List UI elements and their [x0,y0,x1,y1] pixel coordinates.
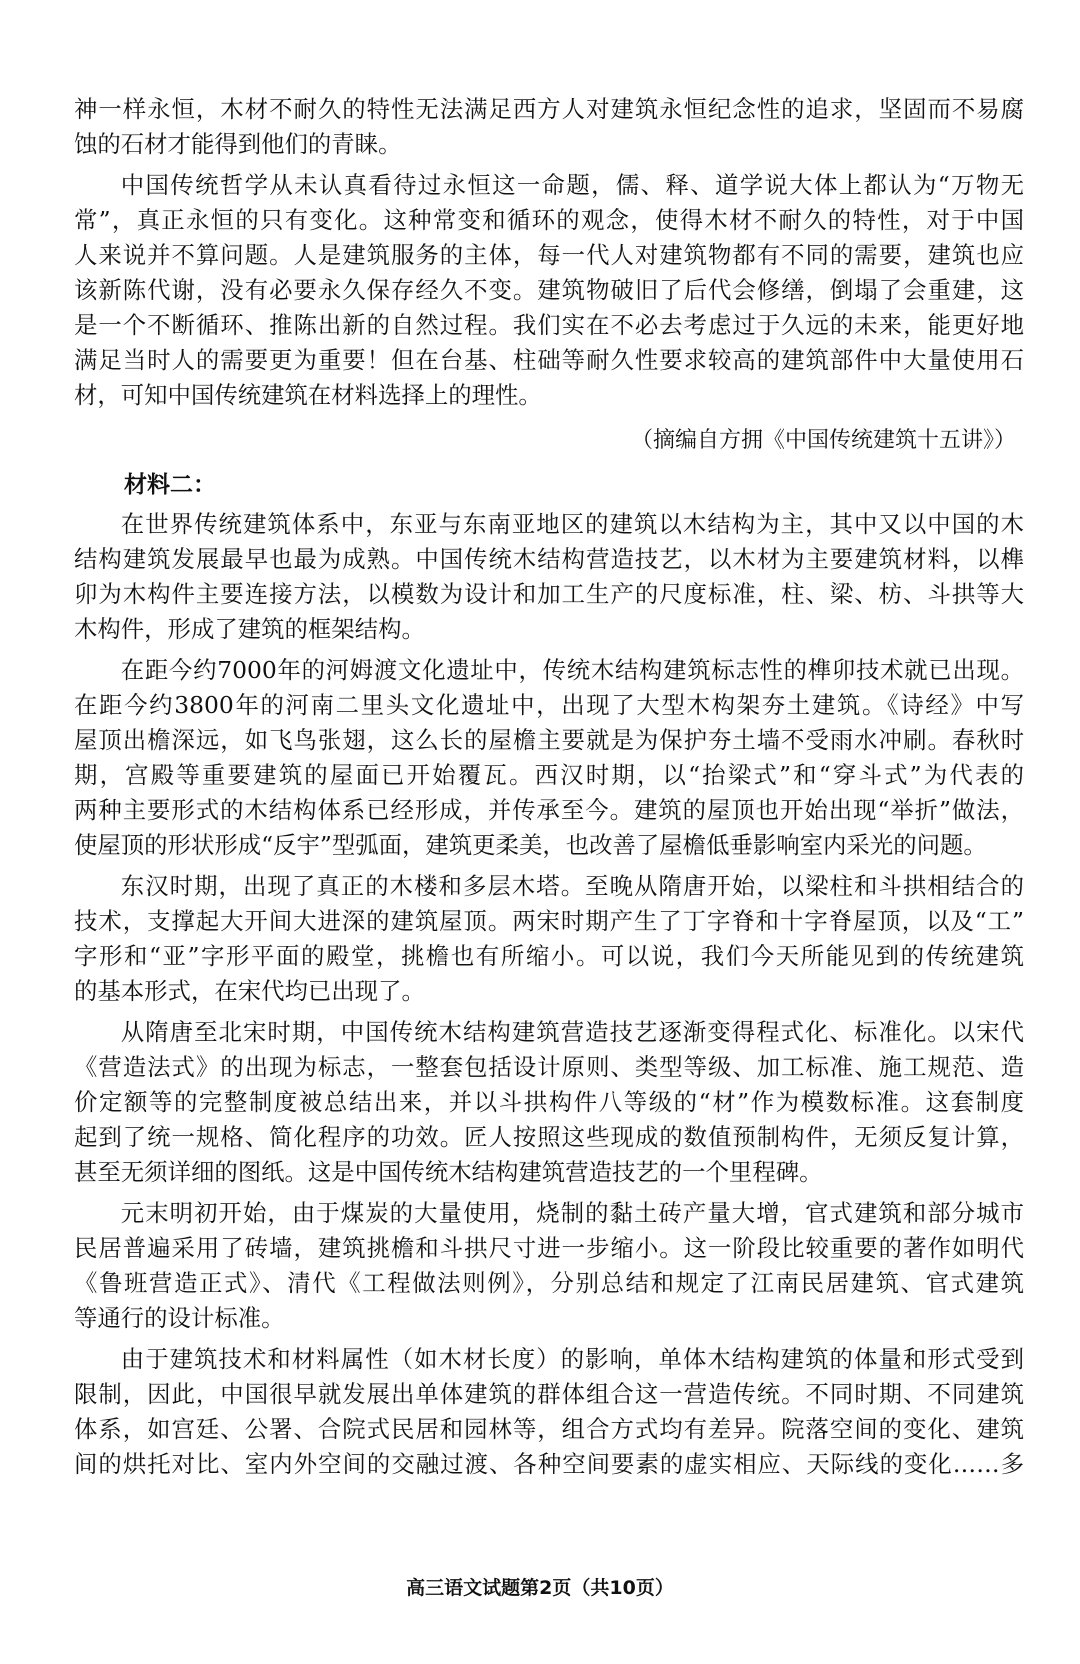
material-one-text [74,92,1024,413]
text-line: 结构建筑发展最早也最为成熟。中国传统木结构营造技艺，以木材为主要建筑材料，以榫 [74,545,1024,573]
text-line: 起到了统一规格、简化程序的功效。匠人按照这些现成的数值预制构件，无须反复计算， [74,1123,1024,1151]
text-line: 的基本形式，在宋代均已出现了。 [74,977,425,1005]
text-line: 元末明初开始，由于煤炭的大量使用，烧制的黏土砖产量大增，官式建筑和部分城市 [120,1199,1024,1227]
text-line: 满足当时人的需要更为重要！但在台基、柱础等耐久性要求较高的建筑部件中大量使用石 [74,346,1024,374]
text-line: 技术，支撑起大开间大进深的建筑屋顶。两宋时期产生了丁字脊和十字脊屋顶，以及“工” [74,907,1024,935]
text-line: 期，宫殿等重要建筑的屋面已开始覆瓦。西汉时期，以“抬梁式”和“穿斗式”为代表的 [74,761,1024,789]
paragraph [74,1196,1024,1336]
text-line: 常”，真正永恒的只有变化。这种常变和循环的观念，使得木材不耐久的特性，对于中国 [74,206,1024,234]
text-line: 神一样永恒，木材不耐久的特性无法满足西方人对建筑永恒纪念性的追求，坚固而不易腐 [74,95,1024,123]
paragraph [74,653,1024,863]
text-line: 该新陈代谢，没有必要永久保存经久不变。建筑物破旧了后代会修缮，倒塌了会重建，这 [74,276,1024,304]
text-line: 在世界传统建筑体系中，东亚与东南亚地区的建筑以木结构为主，其中又以中国的木 [120,510,1024,538]
paragraph [74,1015,1024,1190]
text-line: 在距今约3800年的河南二里头文化遗址中，出现了大型木构架夯土建筑。《诗经》中写 [74,691,1024,719]
text-line: 是一个不断循环、推陈出新的自然过程。我们实在不必去考虑过于久远的未来，能更好地 [74,311,1024,339]
text-line: 木构件，形成了建筑的框架结构。 [74,615,425,643]
paragraph [74,507,1024,647]
text-line: 材，可知中国传统建筑在材料选择上的理性。 [74,381,542,409]
material-two-heading: 材料二： [124,472,216,498]
text-line: 使屋顶的形状形成“反宇”型弧面，建筑更柔美，也改善了屋檐低垂影响室内采光的问题。 [74,831,987,859]
paragraph [74,869,1024,1009]
text-line: 从隋唐至北宋时期，中国传统木结构建筑营造技艺逐渐变得程式化、标准化。以宋代 [120,1018,1024,1046]
paragraph [74,92,1024,162]
text-line: 等通行的设计标准。 [74,1304,285,1332]
text-line: 体系，如宫廷、公署、合院式民居和园林等，组合方式均有差异。院落空间的变化、建筑 [74,1415,1024,1443]
text-line: 屋顶出檐深远，如飞鸟张翅，这么长的屋檐主要就是为保护夯土墙不受雨水冲刷。春秋时 [74,726,1024,754]
text-line: 价定额等的完整制度被总结出来，并以斗拱构件八等级的“材”作为模数标准。这套制度 [74,1088,1024,1116]
text-line: 两种主要形式的木结构体系已经形成，并传承至今。建筑的屋顶也开始出现“举折”做法， [74,796,1024,824]
text-line: 蚀的石材才能得到他们的青睐。 [74,130,402,158]
material-two-text [74,507,1024,1482]
source-citation: （摘编自方拥《中国传统建筑十五讲》） [630,428,1016,453]
text-line: 民居普遍采用了砖墙，建筑挑檐和斗拱尺寸进一步缩小。这一阶段比较重要的著作如明代 [74,1234,1024,1262]
text-line: 东汉时期，出现了真正的木楼和多层木塔。至晚从隋唐开始，以梁柱和斗拱相结合的 [120,872,1024,900]
exam-page-body [74,92,1024,1488]
text-line: 卯为木构件主要连接方法，以模数为设计和加工生产的尺度标准，柱、梁、枋、斗拱等大 [74,580,1024,608]
text-line: 《营造法式》的出现为标志，一整套包括设计原则、类型等级、加工标准、施工规范、造 [74,1053,1024,1081]
text-line: 间的烘托对比、室内外空间的交融过渡、各种空间要素的虚实相应、天际线的变化……多 [74,1450,1024,1478]
text-line: 由于建筑技术和材料属性（如木材长度）的影响，单体木结构建筑的体量和形式受到 [120,1345,1024,1373]
text-line: 限制，因此，中国很早就发展出单体建筑的群体组合这一营造传统。不同时期、不同建筑 [74,1380,1024,1408]
text-line: 《鲁班营造正式》、清代《工程做法则例》，分别总结和规定了江南民居建筑、官式建筑 [74,1269,1024,1297]
page-footer: 高三语文试题第2页（共10页） [406,1577,674,1599]
text-line: 在距今约7000年的河姆渡文化遗址中，传统木结构建筑标志性的榫卯技术就已出现。 [120,656,1024,684]
paragraph [74,1342,1024,1482]
paragraph [74,168,1024,413]
text-line: 中国传统哲学从未认真看待过永恒这一命题，儒、释、道学说大体上都认为“万物无 [120,171,1024,199]
text-line: 字形和“亚”字形平面的殿堂，挑檐也有所缩小。可以说，我们今天所能见到的传统建筑 [74,942,1024,970]
text-line: 人来说并不算问题。人是建筑服务的主体，每一代人对建筑物都有不同的需要，建筑也应 [74,241,1024,269]
text-line: 甚至无须详细的图纸。这是中国传统木结构建筑营造技艺的一个里程碑。 [74,1158,823,1186]
